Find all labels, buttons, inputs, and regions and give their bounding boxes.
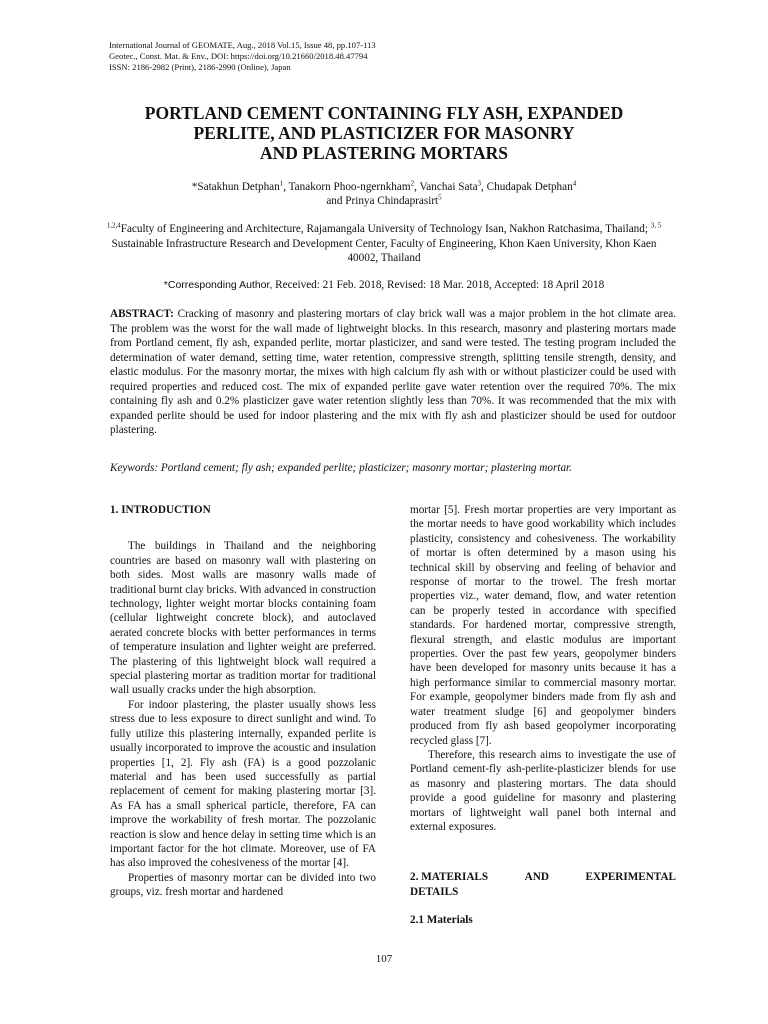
abstract-text: Cracking of masonry and plastering mortars of clay brick wall was a major problem in the hot climate area. The problem was the worst for the wall made of lightweight blocks. In this research, masonry and plastering mortars made from Portland cement, fly ash, expanded perlite, mortar plasticizer, and sand were tested. The testing program included the determination of water demand, setting time, water retention, compressive strength, splitting tensile strength, density, and elastic modulus. For the masonry mortar, the mixes with high calcium fly ash with or without plasticizer could be used with required properties and reduced cost. The mix of expanded perlite gave water retention over the required 70%. The mix containing fly ash and 0.2% plasticizer gave water retention slightly less than 70%. It was recommended that the mix with expanded perlite should be used for indoor plastering and the mix with fly ash and plasticizer should be used for outdoor plastering.	[110, 308, 676, 436]
journal-line-2: Geotec., Const. Mat. & Env., DOI: https://doi.org/10.21660/2018.48.47794	[109, 51, 368, 61]
author-3: , Vanchai Sata	[414, 181, 478, 193]
intro-paragraph-1: The buildings in Thailand and the neighboring countries are based on masonry wall with plastering on both sides. Most walls are masonry walls made of traditional burnt clay bricks. With advanced in construction technology, lighter weight mortar blocks containing foam (cellular lightweight concrete block), and autoclaved aerated concrete blocks with better performances in terms of temperature insulation and lighter weight are preferred. The plastering of this lightweight block wall required a special plastering mortar as tradition mortar for traditional wall usually cracks under the high absorption.	[110, 540, 376, 697]
affil-sup-2: 3, 5	[650, 221, 662, 230]
intro-paragraph-4: mortar [5]. Fresh mortar properties are very important as the mortar needs to have good workability which includes plasticity, consistency and cohesiveness. The workability of mortar is often determined by a mason using his technical skill by observing and feeling of behavior and response of mortar to the trowel. The fresh mortar properties viz., water demand, flow, and water retention can be properly tested in accordance with specified standards. For hardened mortar, compressive strength, flexural strength, and elastic modulus are important properties. Over the past few years, geopolymer binders have been developed for masonry units because it has a high performance similar to commercial masonry mortar. For example, geopolymer binders made from fly ash and water treatment sludge [6] and geopolymer binders produced from fly ash based geopolymer incorporating recycled glass [7].	[410, 504, 676, 747]
title-line-3: AND PLASTERING MORTARS	[260, 143, 508, 163]
right-column	[410, 503, 676, 928]
heading-word-and: AND	[524, 871, 549, 884]
subsection-heading-materials: 2.1 Materials	[410, 914, 473, 927]
journal-line-1: International Journal of GEOMATE, Aug., 2018 Vol.15, Issue 48, pp.107-113	[109, 40, 376, 50]
journal-line-3: ISSN: 2186-2982 (Print), 2186-2990 (Online), Japan	[109, 62, 291, 72]
abstract-label: ABSTRACT:	[110, 308, 174, 320]
journal-header	[109, 40, 376, 73]
received-dates: Received: 21 Feb. 2018, Revised: 18 Mar. 2018, Accepted: 18 April 2018	[272, 279, 605, 291]
intro-paragraph-2: For indoor plastering, the plaster usually shows less stress due to less exposure to direct sunlight and wind. To fully utilize this plastering internally, expanded perlite is usually incorporated to improve the acoustic and insulation properties [1, 2]. Fly ash (FA) is a good pozzolanic material and has been used successfully as partial replacement of cement for making plastering mortar [3]. As FA has a small spherical particle, therefore, FA can improve the workability of fresh mortar. The pozzolanic reaction is slow and hence delay in setting time which is an important factor for the hot climate. Moreover, use of FA has also improved the cohesiveness of the mortar [4].	[110, 698, 376, 870]
heading-word-materials: 2. MATERIALS	[410, 871, 489, 884]
author-4: , Chudapak Detphan	[481, 181, 573, 193]
author-5-sup: 5	[438, 193, 442, 202]
intro-paragraph-3: Properties of masonry mortar can be divided into two groups, viz. fresh mortar and hardened	[110, 871, 376, 899]
author-1: *Satakhun Detphan	[191, 181, 280, 193]
author-3-sup: 3	[477, 179, 482, 188]
corresponding-author-label: *Corresponding Author,	[163, 279, 273, 291]
author-1-sup: 1	[279, 179, 284, 188]
page-number: 107	[375, 953, 393, 965]
author-list	[90, 180, 678, 208]
paper-title	[60, 103, 708, 163]
heading-word-details: DETAILS	[410, 885, 459, 898]
title-line-2: PERLITE, AND PLASTICIZER FOR MASONRY	[193, 123, 575, 143]
affil-sup-1: 1,2,4	[106, 221, 121, 230]
author-5: and Prinya Chindaprasirt	[326, 195, 439, 207]
abstract	[110, 307, 676, 438]
heading-word-experimental: EXPERIMENTAL	[585, 871, 676, 884]
author-4-sup: 4	[572, 179, 577, 188]
intro-paragraph-5: Therefore, this research aims to investigate the use of Portland cement-fly ash-perlite-plasticizer blends for use as masonry and plastering mortars. The data should provide a good guideline for masonry and plastering mortars of lightweight wall panel both internal and external exposures.	[410, 748, 676, 833]
author-2: , Tanakorn Phoo-ngernkham	[283, 181, 411, 193]
author-2-sup: 2	[410, 179, 415, 188]
affil-text-1: Faculty of Engineering and Architecture, Rajamangala University of Technology Isan, Nakhon Ratchasima, Thailand;	[120, 223, 651, 235]
affil-text-2: Sustainable Infrastructure Research and Development Center, Faculty of Engineering, Khon Kaen University, Khon Kaen 40002, Thailand	[111, 237, 657, 264]
affiliations	[100, 222, 668, 266]
title-line-1: PORTLAND CEMENT CONTAINING FLY ASH, EXPANDED	[144, 103, 624, 123]
section-heading-introduction: 1. INTRODUCTION	[110, 504, 211, 516]
keywords: Keywords: Portland cement; fly ash; expanded perlite; plasticizer; masonry mortar; plastering mortar.	[110, 462, 572, 474]
left-column	[110, 503, 376, 900]
section-heading-materials	[410, 870, 676, 884]
correspondence-line	[80, 278, 688, 292]
